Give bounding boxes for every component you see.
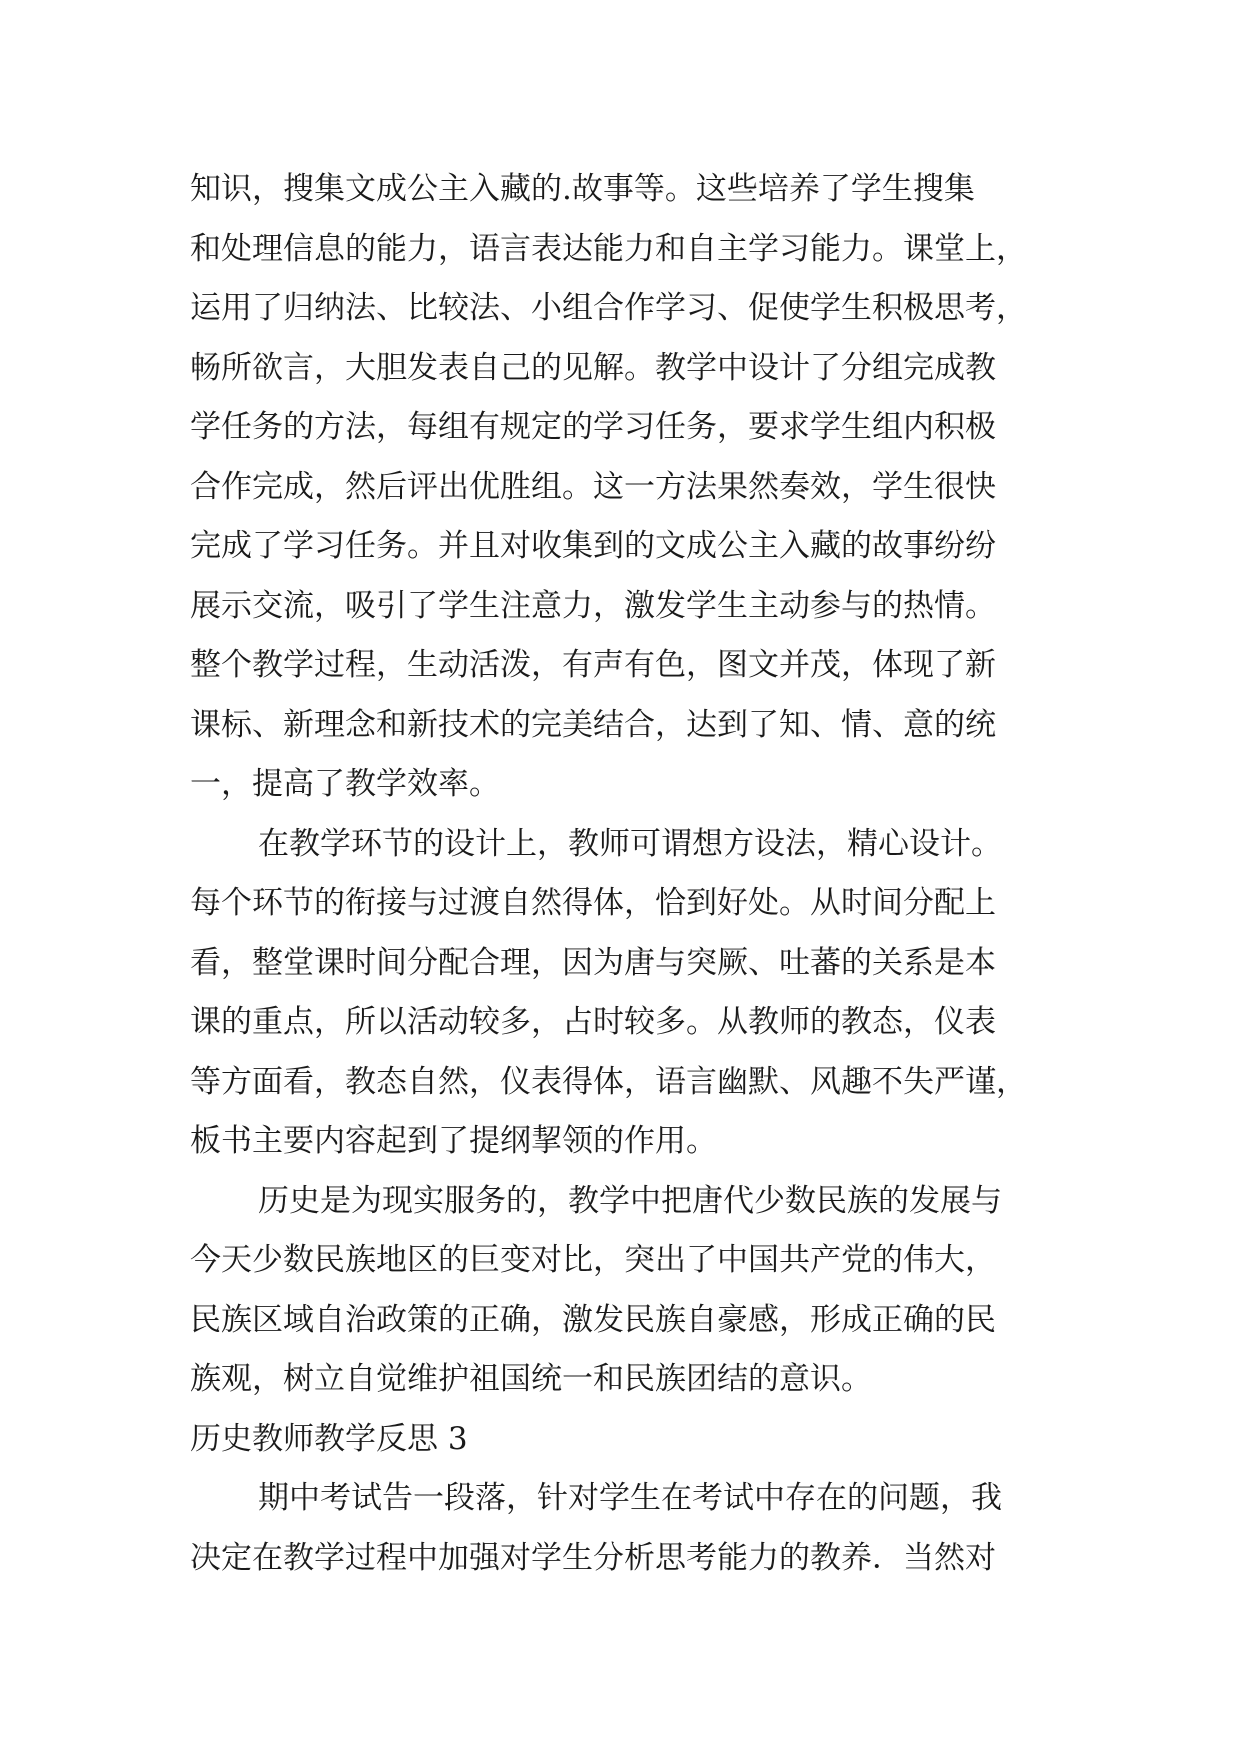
text-line: 每个环节的衔接与过渡自然得体，恰到好处。从时间分配上: [190, 885, 996, 921]
text-line: 展示交流，吸引了学生注意力，激发学生主动参与的热情。: [190, 587, 996, 624]
document-body: [190, 160, 1070, 1588]
text-line: 决定在教学过程中加强对学生分析思考能力的教养．当然对: [190, 1539, 996, 1576]
paragraph-first-line: 历史是为现实服务的，教学中把唐代少数民族的发展与: [258, 1182, 1002, 1219]
text-line: 畅所欲言，大胆发表自己的见解。教学中设计了分组完成教: [190, 349, 996, 386]
text-line: 课的重点，所以活动较多，占时较多。从教师的教态，仪表: [190, 1004, 996, 1040]
text-line: 运用了归纳法、比较法、小组合作学习、促使学生积极思考，: [190, 290, 1027, 326]
text-line: 和处理信息的能力，语言表达能力和自主学习能力。课堂上，: [190, 230, 1027, 267]
text-line: 等方面看，教态自然，仪表得体，语言幽默、风趣不失严谨，: [190, 1063, 1027, 1100]
paragraph-first-line: 期中考试告一段落，针对学生在考试中存在的问题，我: [258, 1480, 1002, 1516]
text-line: 整个教学过程，生动活泼，有声有色，图文并茂，体现了新: [190, 647, 996, 683]
text-line: 完成了学习任务。并且对收集到的文成公主入藏的故事纷纷: [190, 528, 996, 564]
text-line: 一，提高了教学效率。: [190, 766, 500, 802]
section-heading: 历史教师教学反思 3: [190, 1420, 468, 1457]
text-line: 族观，树立自觉维护祖国统一和民族团结的意识。: [190, 1361, 872, 1397]
paragraph-first-line: 在教学环节的设计上，教师可谓想方设法，精心设计。: [258, 825, 1002, 862]
text-line: 课标、新理念和新技术的完美结合，达到了知、情、意的统: [190, 706, 996, 743]
text-line: 板书主要内容起到了提纲挈领的作用。: [190, 1123, 717, 1159]
text-line: 看，整堂课时间分配合理，因为唐与突厥、吐蕃的关系是本: [190, 944, 996, 981]
text-line: 合作完成，然后评出优胜组。这一方法果然奏效，学生很快: [190, 468, 996, 505]
text-line: 知识，搜集文成公主入藏的.故事等。这些培养了学生搜集: [190, 171, 975, 207]
text-line: 学任务的方法，每组有规定的学习任务，要求学生组内积极: [190, 409, 996, 445]
text-line: 今天少数民族地区的巨变对比，突出了中国共产党的伟大，: [190, 1242, 996, 1278]
text-line: 民族区域自治政策的正确，激发民族自豪感，形成正确的民: [190, 1301, 996, 1338]
